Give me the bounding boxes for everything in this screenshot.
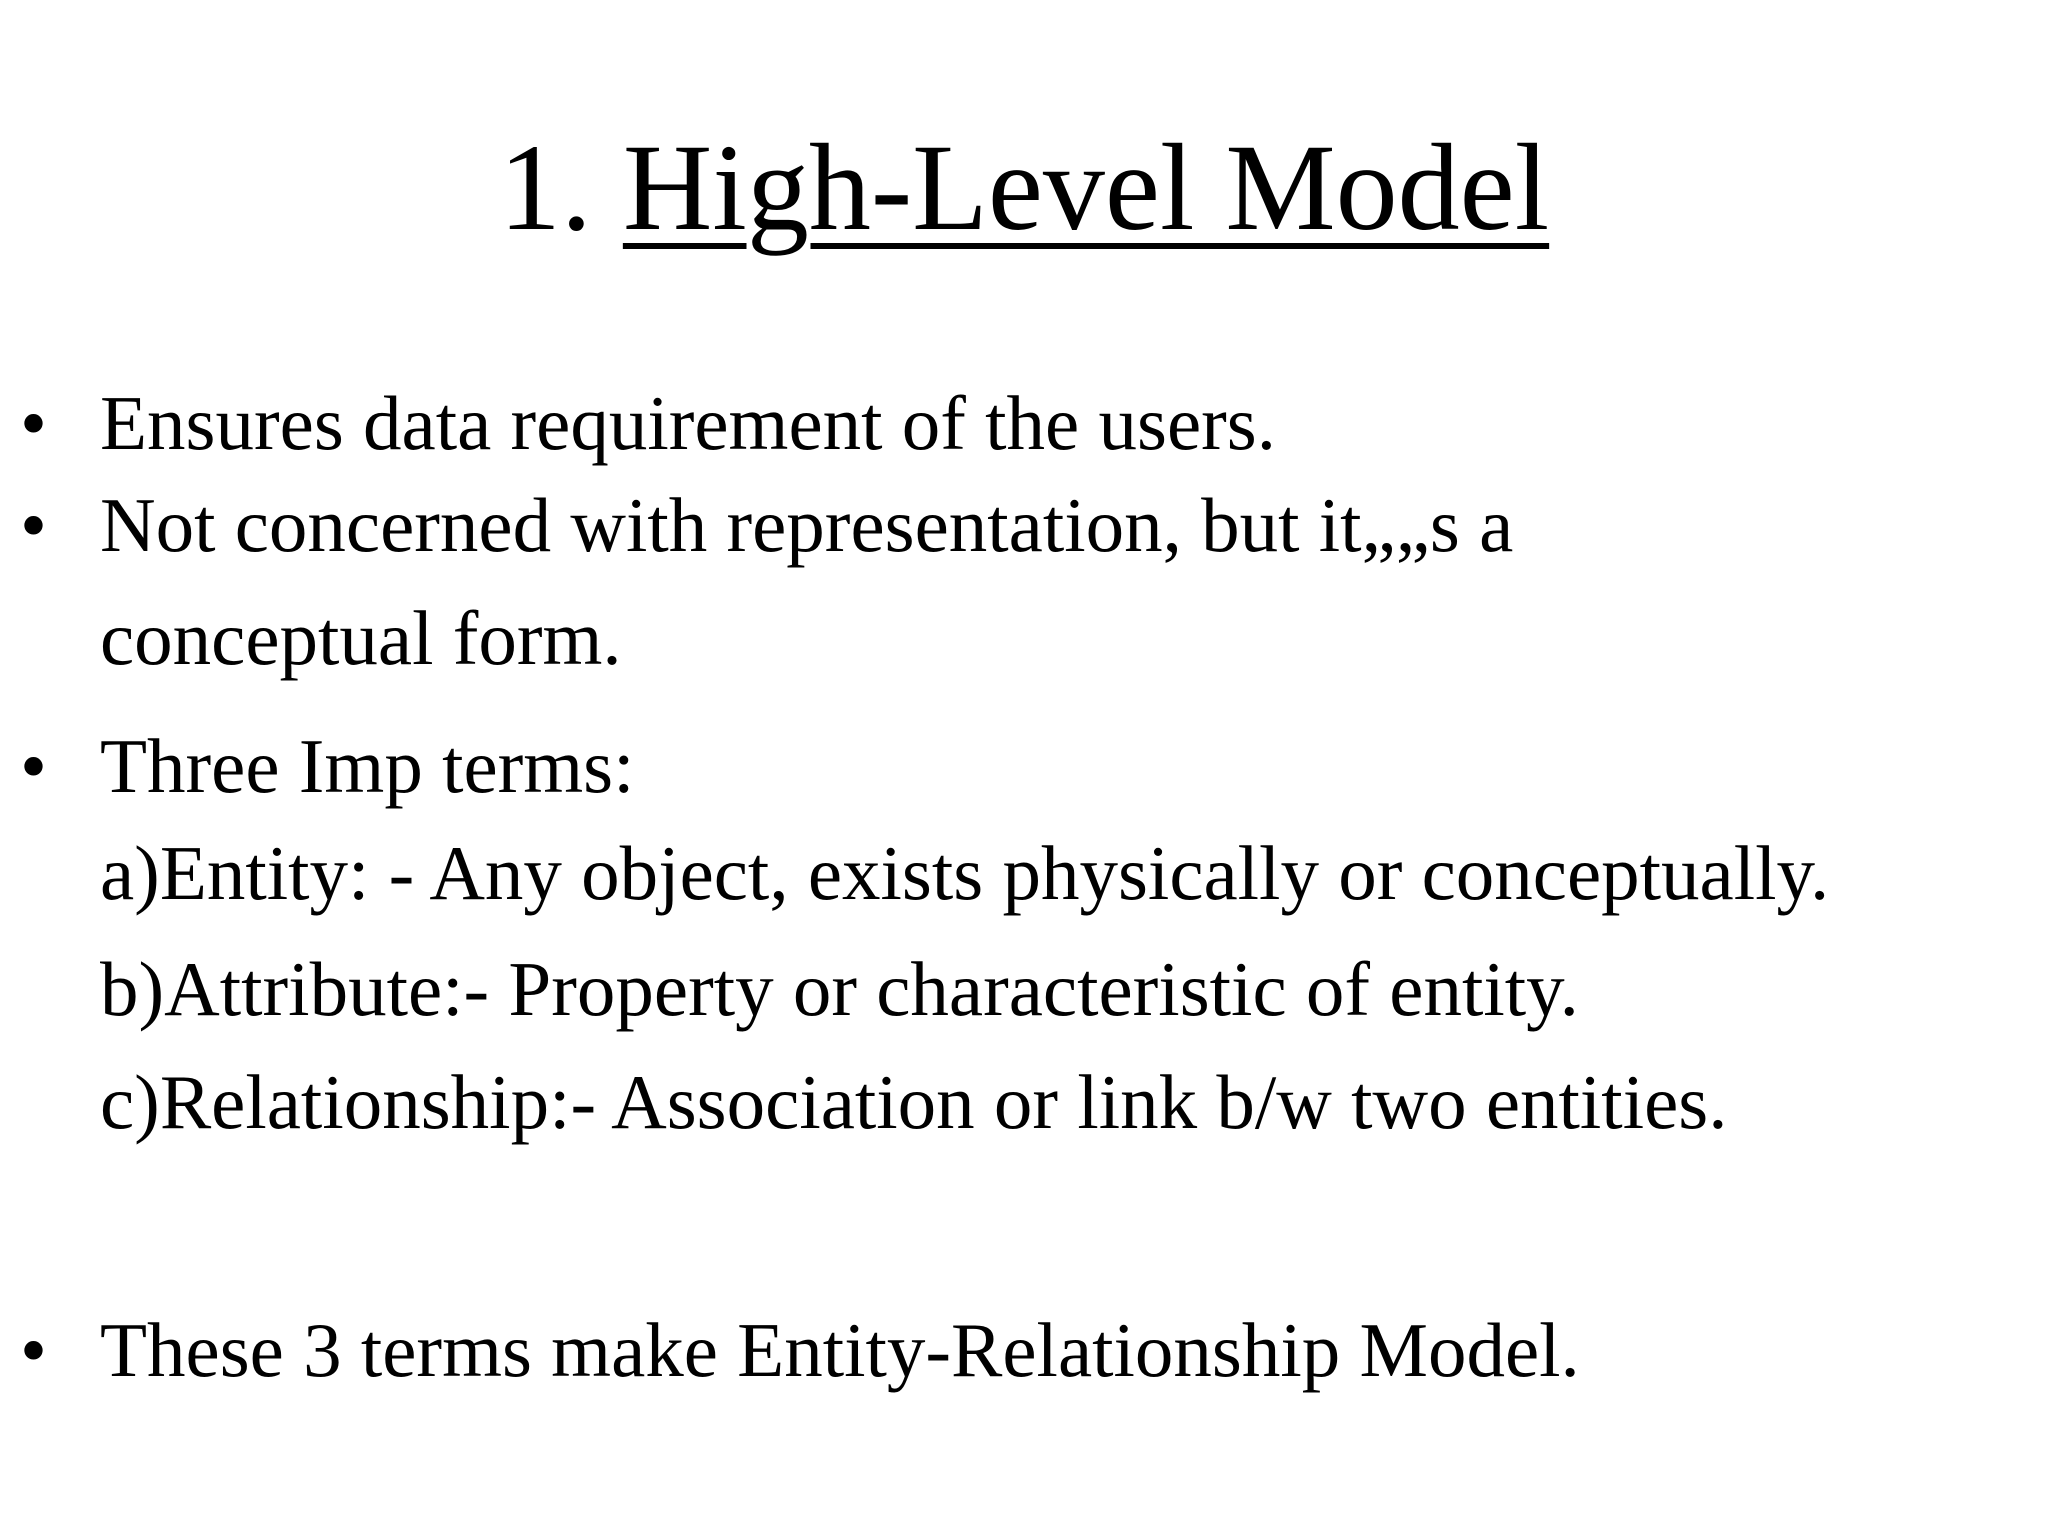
bullet-glyph: • (20, 482, 47, 568)
bullet-text: Not concerned with representation, but it„„s a (100, 482, 1514, 568)
bullet-glyph: • (20, 1307, 47, 1393)
sub-item-text: b)Attribute:- Property or characteristic of entity. (100, 946, 1579, 1032)
bullet-glyph: • (20, 380, 47, 466)
bullet-text: conceptual form. (100, 595, 622, 681)
title-text: High-Level Model (622, 119, 1550, 256)
bullet-text: Three Imp terms: (100, 723, 635, 809)
slide-title (0, 118, 2048, 258)
bullet-text: Ensures data requirement of the users. (100, 380, 1276, 466)
bullet-glyph: • (20, 723, 47, 809)
sub-item-text: c)Relationship:- Association or link b/w two entities. (100, 1059, 1728, 1145)
sub-item-text: a)Entity: - Any object, exists physically or conceptually. (100, 830, 1830, 916)
title-number: 1. (498, 119, 592, 256)
bullet-text: These 3 terms make Entity-Relationship Model. (100, 1307, 1580, 1393)
